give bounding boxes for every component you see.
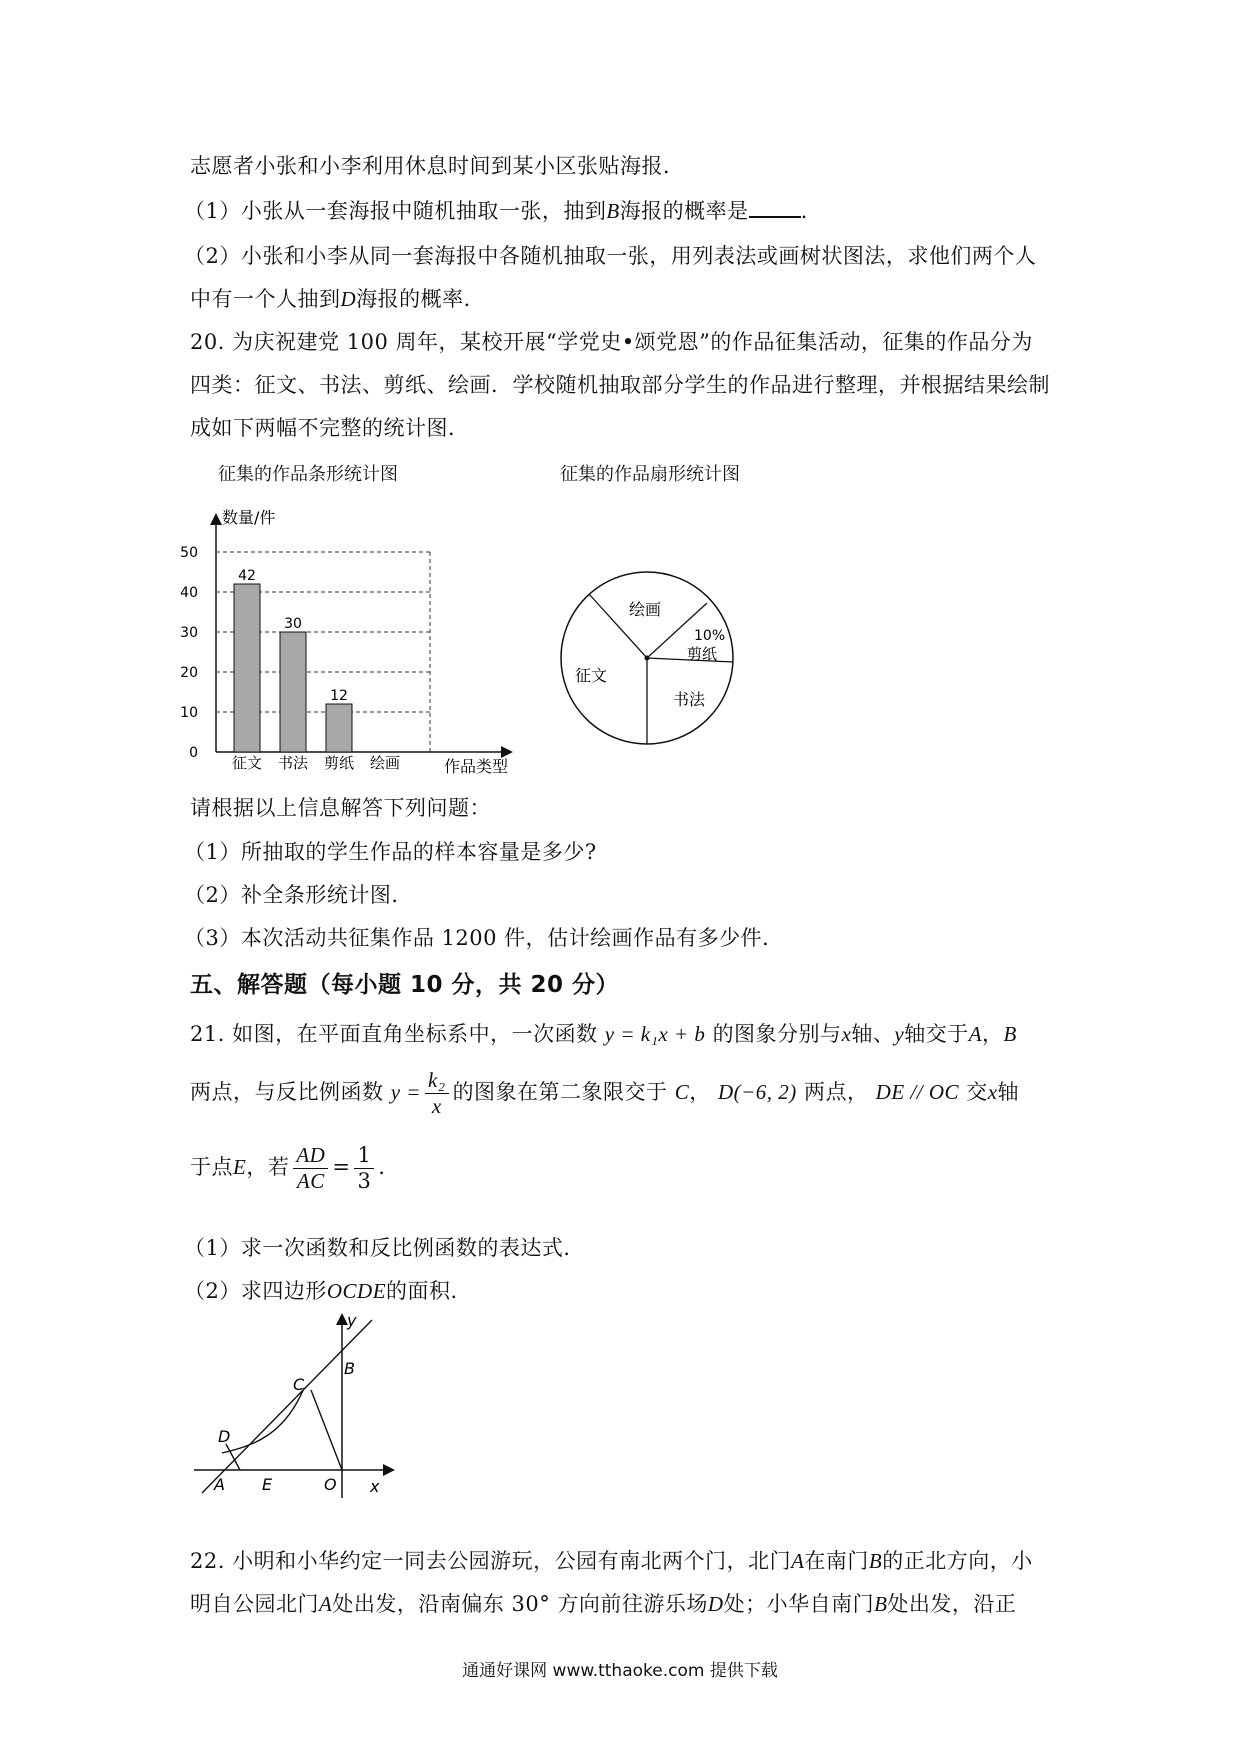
q19-part2-line2 (190, 283, 485, 313)
q22-text: 的正北方向，小 (882, 1549, 1033, 1573)
q22-text: 处出发，沿南偏东 30° 方向前往游乐场 (332, 1592, 708, 1616)
var-D: D (707, 1592, 724, 1616)
q22-text: 明自公园北门 (190, 1592, 319, 1616)
period: ． (378, 1155, 400, 1180)
q21-line1 (190, 1018, 1017, 1048)
q22-line1 (190, 1545, 1033, 1575)
var-A: A (791, 1549, 805, 1573)
label-C: C (293, 1375, 305, 1394)
q22-text: 处；小华自南门 (723, 1592, 875, 1616)
parallel-statement: DE // OC (875, 1080, 959, 1105)
q20-sub3: （3）本次活动共征集作品 1200 件，估计绘画作品有多少件． (184, 926, 784, 950)
category-label: 书法 (277, 754, 309, 772)
q20-sub2: （2）补全条形统计图． (184, 883, 413, 907)
category-label: 剪纸 (323, 754, 355, 772)
var-x: x (841, 1022, 852, 1046)
var-A: A (968, 1022, 983, 1046)
q22-text: 在南门 (804, 1549, 869, 1573)
q20-line1: 20. 为庆祝建党 100 周年，某校开展“学党史•颂党恩”的作品征集活动，征集的作品分为 (190, 330, 1033, 354)
y-tick-label: 50 (180, 545, 198, 561)
pie-label-essay: 征文 (575, 666, 608, 685)
bar-chart-title: 征集的作品条形统计图 (218, 464, 398, 485)
var-B: B (606, 199, 620, 223)
section-heading: 五、解答题（每小题 10 分，共 20 分） (190, 972, 620, 998)
y-tick-label: 40 (180, 585, 198, 601)
q21-text: 轴交于 (904, 1022, 969, 1046)
linear-function: y = k₁x + b (604, 1022, 706, 1046)
q19-part1-text2: 海报的概率是 (619, 199, 749, 223)
var-C: C (674, 1080, 690, 1105)
pie-label-painting: 绘画 (629, 600, 662, 619)
period: ． (800, 199, 823, 223)
var-A: A (319, 1592, 333, 1616)
q21-text: 于点 (190, 1155, 233, 1180)
q19-part2-text: 中有一个人抽到 (190, 287, 341, 311)
label-x: x (370, 1477, 380, 1496)
pie-center (645, 656, 650, 661)
q21-text: 轴、 (851, 1022, 895, 1046)
y-axis-label: 数量/件 (222, 508, 276, 527)
q21-line2 (190, 1068, 1019, 1119)
numerator: AD (293, 1143, 328, 1169)
bar-value-label: 42 (238, 568, 256, 584)
q21-sub1: （1）求一次函数和反比例函数的表达式． (184, 1236, 585, 1260)
q21-sub2 (184, 1275, 472, 1305)
y-tick-group (180, 545, 198, 761)
y-tick-label: 30 (180, 625, 198, 641)
q21-text: 两点， (803, 1080, 869, 1105)
q21-text: 21. 如图，在平面直角坐标系中，一次函数 (190, 1022, 598, 1046)
q21-text: 的图象分别与 (712, 1022, 842, 1046)
bar (326, 704, 352, 752)
q19-intro: 志愿者小张和小李利用休息时间到某小区张贴海报． (190, 154, 685, 178)
reciprocal-fraction (425, 1068, 449, 1119)
point-D: D(−6, 2) (717, 1080, 797, 1105)
pie-label-calligraphy: 书法 (673, 690, 706, 709)
q20-prompt: 请根据以上信息解答下列问题： (190, 796, 491, 820)
var-y: y (894, 1022, 905, 1046)
var-B: B (1003, 1022, 1017, 1046)
q19-part1 (184, 195, 822, 225)
bar-group (234, 568, 352, 752)
q19-part2-line1: （2）小张和小李从同一套海报中各随机抽取一张，用列表法或画树状图法，求他们两个人 (184, 244, 1037, 268)
numerator: 1 (354, 1143, 374, 1169)
var-E: E (233, 1155, 247, 1180)
bar-value-label: 30 (284, 616, 302, 632)
label-E: E (262, 1475, 273, 1494)
label-y: y (347, 1311, 357, 1330)
segment-OC (311, 1390, 342, 1470)
bar (280, 632, 306, 752)
y-tick-label: 20 (180, 665, 198, 681)
x-axis-label: 作品类型 (444, 757, 509, 776)
label-B: B (344, 1359, 355, 1378)
category-label: 绘画 (369, 754, 401, 772)
q20-line2: 四类：征文、书法、剪纸、绘画．学校随机抽取部分学生的作品进行整理，并根据结果绘制 (190, 373, 1050, 397)
equals-sign: = (332, 1155, 351, 1180)
numerator: k₂ (425, 1068, 449, 1094)
denominator: 3 (357, 1169, 372, 1194)
q21-text: 两点，与反比例函数 (190, 1080, 384, 1105)
pie-chart-title: 征集的作品扇形统计图 (560, 464, 740, 485)
var-B: B (868, 1549, 883, 1573)
var-B: B (874, 1592, 888, 1616)
pie-chart (557, 568, 757, 768)
label-D: D (218, 1427, 231, 1446)
var-OCDE: OCDE (326, 1279, 387, 1303)
denominator: x (431, 1094, 442, 1119)
pie-label-percent: 10% (694, 628, 726, 644)
y-tick-label: 0 (189, 745, 198, 761)
denominator: AC (296, 1169, 325, 1194)
q21-text: 的图象在第二象限交于 (452, 1080, 668, 1105)
q21-text: （2）求四边形 (184, 1279, 327, 1303)
linear-function-line (202, 1320, 372, 1493)
q21-text: ，若 (246, 1155, 290, 1180)
q21-text: ， (689, 1080, 711, 1105)
answer-blank[interactable] (749, 198, 801, 218)
q19-part1-text: （1）小张从一套海报中随机抽取一张，抽到 (184, 199, 607, 223)
label-A: A (214, 1475, 225, 1494)
var-x: x (987, 1080, 998, 1105)
y-tick-label: 10 (180, 705, 198, 721)
var-D: D (340, 287, 357, 311)
q21-text: ， (982, 1022, 1004, 1046)
q22-text: 22. 小明和小华约定一同去公园游玩，公园有南北两个门，北门 (190, 1549, 792, 1573)
label-O: O (324, 1475, 337, 1494)
q19-part2-text2: 海报的概率． (356, 287, 486, 311)
q21-text: 轴 (997, 1080, 1020, 1105)
pie-label-papercut: 剪纸 (687, 645, 718, 663)
var-y: y = (390, 1080, 421, 1105)
bar-chart (180, 500, 530, 776)
q20-sub1: （1）所抽取的学生作品的样本容量是多少? (184, 840, 597, 864)
bar (234, 584, 260, 752)
q22-text: 处出发，沿正 (887, 1592, 1017, 1616)
q21-text: 的面积． (386, 1279, 473, 1303)
q20-line3: 成如下两幅不完整的统计图． (190, 416, 470, 440)
category-labels (232, 754, 400, 772)
category-label: 征文 (231, 754, 263, 772)
value-fraction (354, 1143, 374, 1194)
q21-line3 (190, 1143, 400, 1194)
page-footer: 通通好课网 www.tthaoke.com 提供下载 (462, 1661, 778, 1681)
q22-line2 (190, 1588, 1016, 1618)
coordinate-figure (192, 1308, 412, 1508)
bar-value-label: 12 (330, 688, 348, 704)
reciprocal-curve (222, 1388, 304, 1453)
ratio-fraction (293, 1143, 328, 1194)
q21-text: 交 (966, 1080, 988, 1105)
